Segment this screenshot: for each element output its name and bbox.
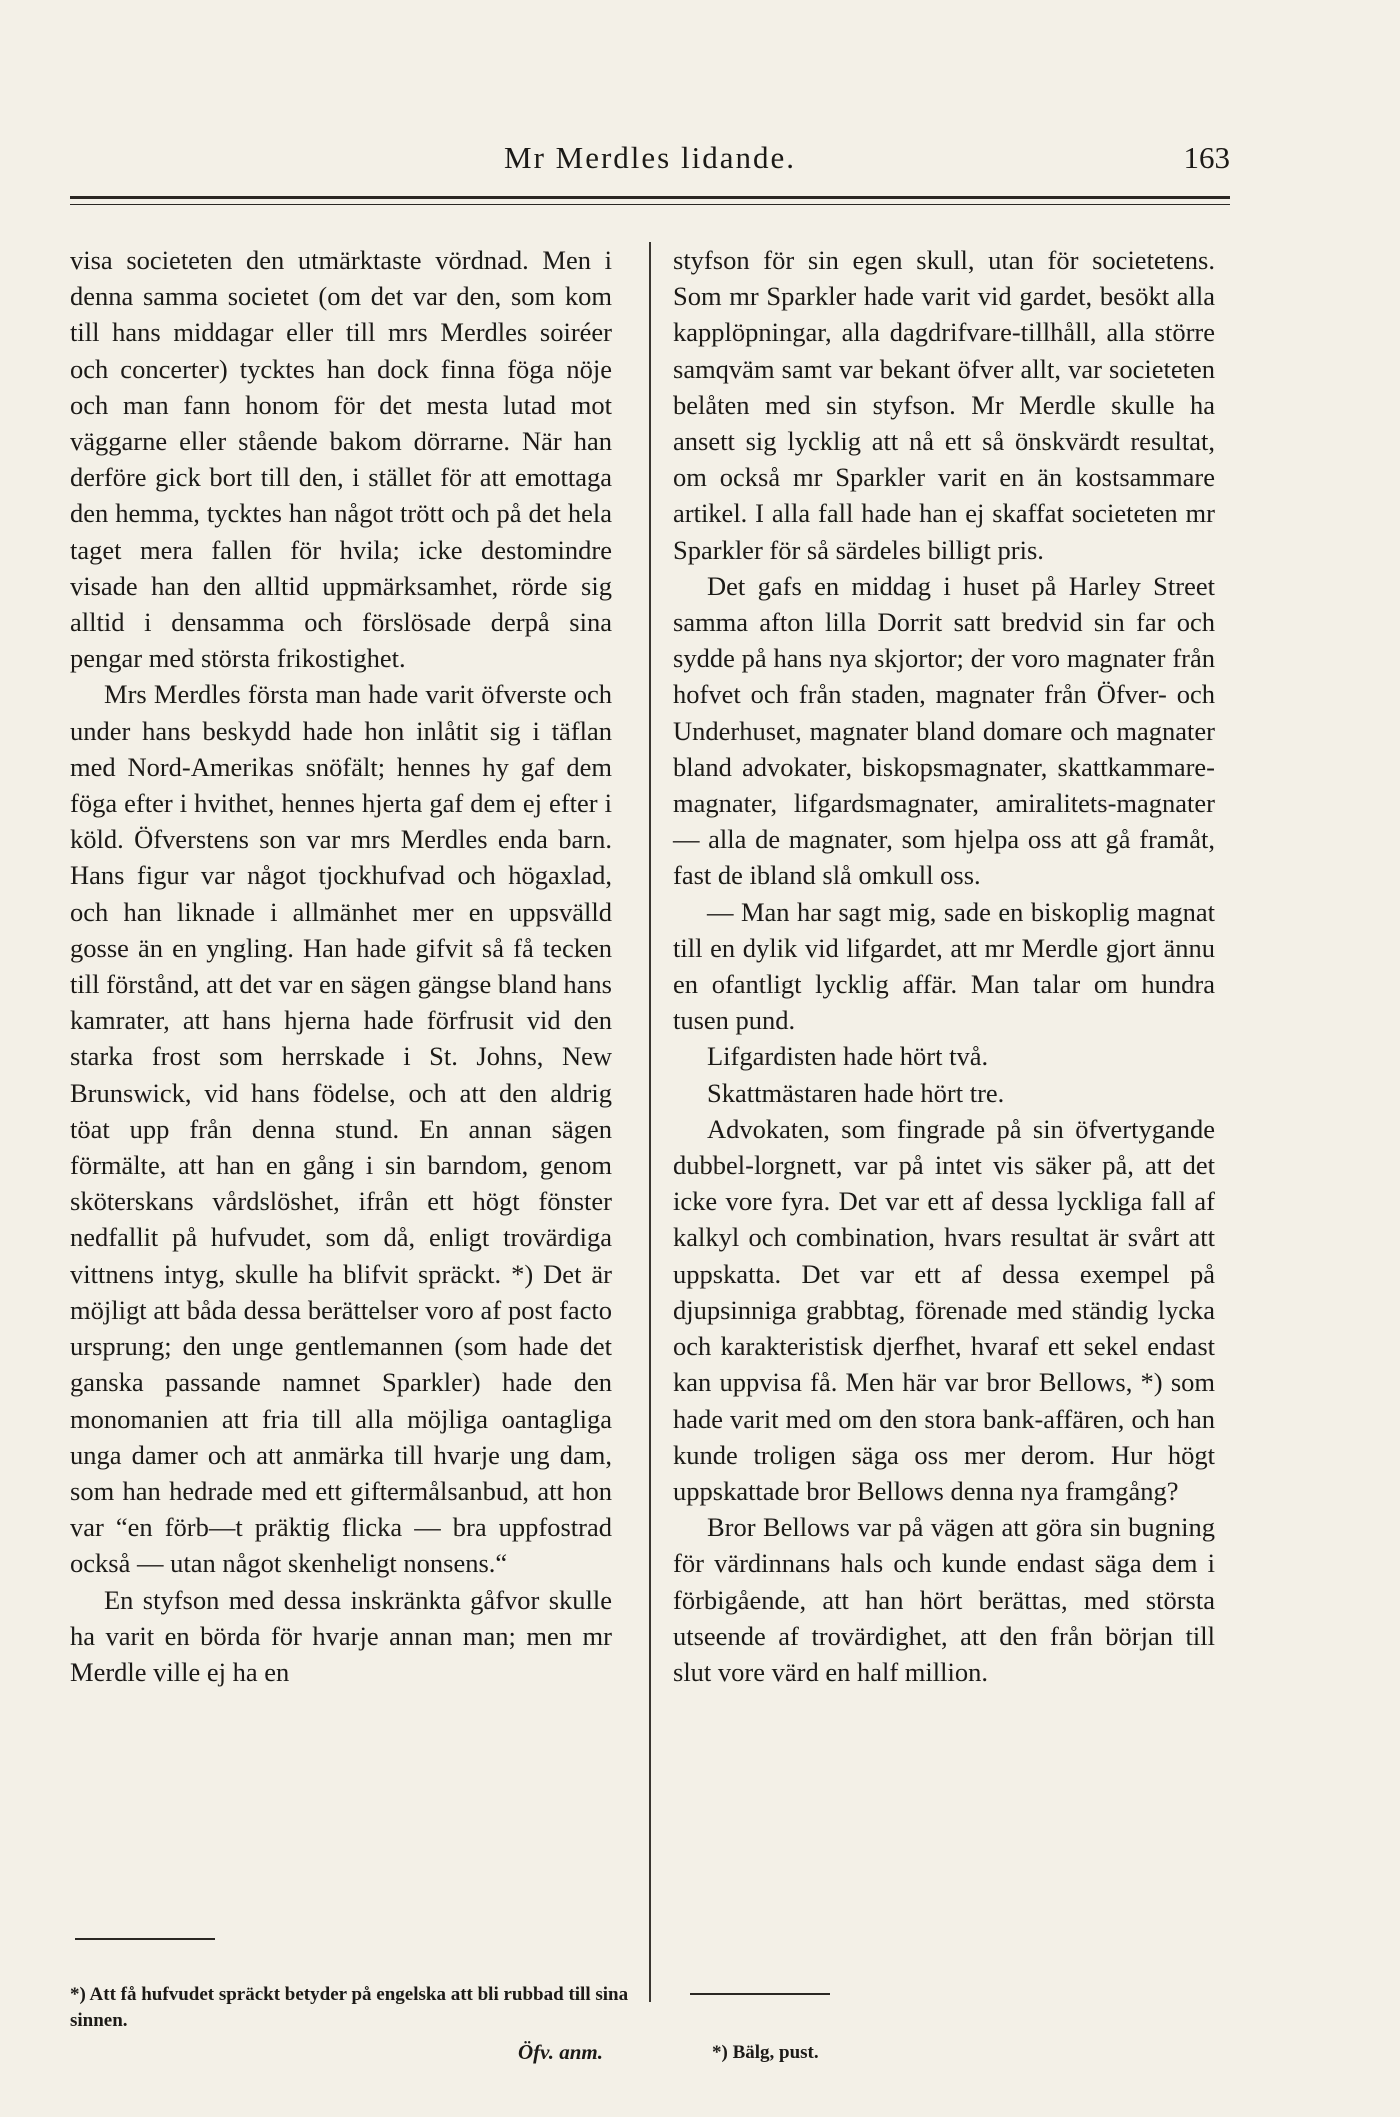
right-column xyxy=(673,242,1215,1690)
paragraph: visa societeten den utmärktaste vördnad. Men i denna samma societet (om det var den, som kom till hans middagar eller till mrs Merdles soiréer och concerter) tycktes han dock finna föga nöje och man fann honom för det mesta lutad mot väggarne eller stående bakom dörrarne. När han derföre gick bort till den, i stället för att emottaga den hemma, tycktes han något trött och på det hela taget mera fallen för hvila; icke destomindre visade han den alltid uppmärksamhet, rörde sig alltid i densamma och förslösade derpå sina pengar med största frikostighet. xyxy=(70,245,612,674)
paragraph: Lifgardisten hade hört två. xyxy=(707,1041,989,1072)
footnote-left: *) Att få hufvudet spräckt betyder på engelska att bli rubbad till sina sinnen. xyxy=(70,1984,629,2031)
paragraph: — Man har sagt mig, sade en biskoplig magnat till en dylik vid lifgardet, att mr Merdle gjort ännu en ofantligt lycklig affär. Man talar om hundra tusen pund. xyxy=(673,896,1215,1036)
column-divider xyxy=(649,242,651,2002)
footnote-rule xyxy=(75,1938,215,1940)
left-column xyxy=(70,242,612,1690)
paragraph: Mrs Merdles första man hade varit öfverste och under hans beskydd hade hon inlåtit sig i täflan med Nord-Amerikas snöfält; hennes hy gaf dem föga efter i hvithet, hennes hjerta gaf dem ej efter i köld. Öfverstens son var mrs Merdles enda barn. Hans figur var något tjockhufvad och högaxlad, och han liknade i allmänhet mer en uppsvälld gosse än en yngling. Han hade gifvit så få tecken till förstånd, att det var en sägen gängse bland hans kamrater, att hans hjerna hade förfrusit vid den starka frost som herrskade i St. Johns, New Brunswick, vid hans födelse, och att den aldrig töat upp från denna stund. En annan sägen förmälte, att han en gång i sin barndom, genom sköterskans vårdslöshet, ifrån ett högt fönster nedfallit på hufvudet, som då, enligt trovärdiga vittnens intyg, skulle ha blifvit spräckt. *) Det är möjligt att båda dessa berättelser voro af post facto ursprung; den unge gentlemannen (som hade det ganska passande namnet Sparkler) hade den monomanien att fria till alla möjliga oantagliga unga damer och att anmärka till hvarje ung dam, som han hedrade med ett giftermålsanbud, att hon var “en förb—t präktig flicka — bra uppfostrad också — utan något skenheligt nonsens.“ xyxy=(70,679,612,1579)
footnote-signature: Öfv. anm. xyxy=(518,2040,603,2064)
paragraph: Bror Bellows var på vägen att göra sin bugning för värdinnans hals och kunde endast säga dem i förbigående, att han hört berättas, med största utseende af trovärdighet, att den från början till slut vore värd en half million. xyxy=(673,1512,1215,1687)
page-number: 163 xyxy=(1183,140,1230,175)
footnote-rule xyxy=(690,1993,830,1995)
footnote-right: *) Bälg, pust. xyxy=(712,2042,819,2063)
paragraph: styfson för sin egen skull, utan för societetens. Som mr Sparkler hade varit vid gardet, besökt alla kapplöpningar, alla dagdrifvare-tillhåll, alla större samqväm samt var bekant öfver allt, var societeten belåten med sin styfson. Mr Merdle skulle ha ansett sig lycklig att nå ett så önskvärdt resultat, om också mr Sparkler varit en än kostsammare artikel. I alla fall hade han ej skaffat societeten mr Sparkler för så särdeles billigt pris. xyxy=(673,245,1215,565)
header-double-rule xyxy=(70,196,1230,205)
running-title: Mr Merdles lidande. xyxy=(504,140,796,175)
running-header xyxy=(70,140,1230,180)
paragraph: En styfson med dessa inskränkta gåfvor skulle ha varit en börda för hvarje annan man; men mr Merdle ville ej ha en xyxy=(70,1584,612,1687)
paragraph: Skattmästaren hade hört tre. xyxy=(707,1077,1005,1108)
paragraph: Det gafs en middag i huset på Harley Street samma afton lilla Dorrit satt bredvid sin far och sydde på hans nya skjortor; der voro magnater från hofvet och från staden, magnater från Öfver- och Underhuset, magnater bland domare och magnater bland advokater, biskopsmagnater, skattkammare-magnater, lifgardsmagnater, amiralitets-magnater — alla de magnater, som hjelpa oss att gå framåt, fast de ibland slå omkull oss. xyxy=(673,570,1215,891)
paragraph: Advokaten, som fingrade på sin öfvertygande dubbel-lorgnett, var på intet vis säker på, att det icke vore fyra. Det var ett af dessa lyckliga fall af kalkyl och combination, hvars resultat är svårt att uppskatta. Det var ett af dessa exempel på djupsinniga grabbtag, förenade med ständig lycka och karakteristisk djerfhet, hvaraf ett sekel endast kan uppvisa få. Men här var bror Bellows, *) som hade varit med om den stora bank-affären, och han kunde troligen säga oss mer derom. Hur högt uppskattade bror Bellows denna nya framgång? xyxy=(673,1113,1215,1506)
